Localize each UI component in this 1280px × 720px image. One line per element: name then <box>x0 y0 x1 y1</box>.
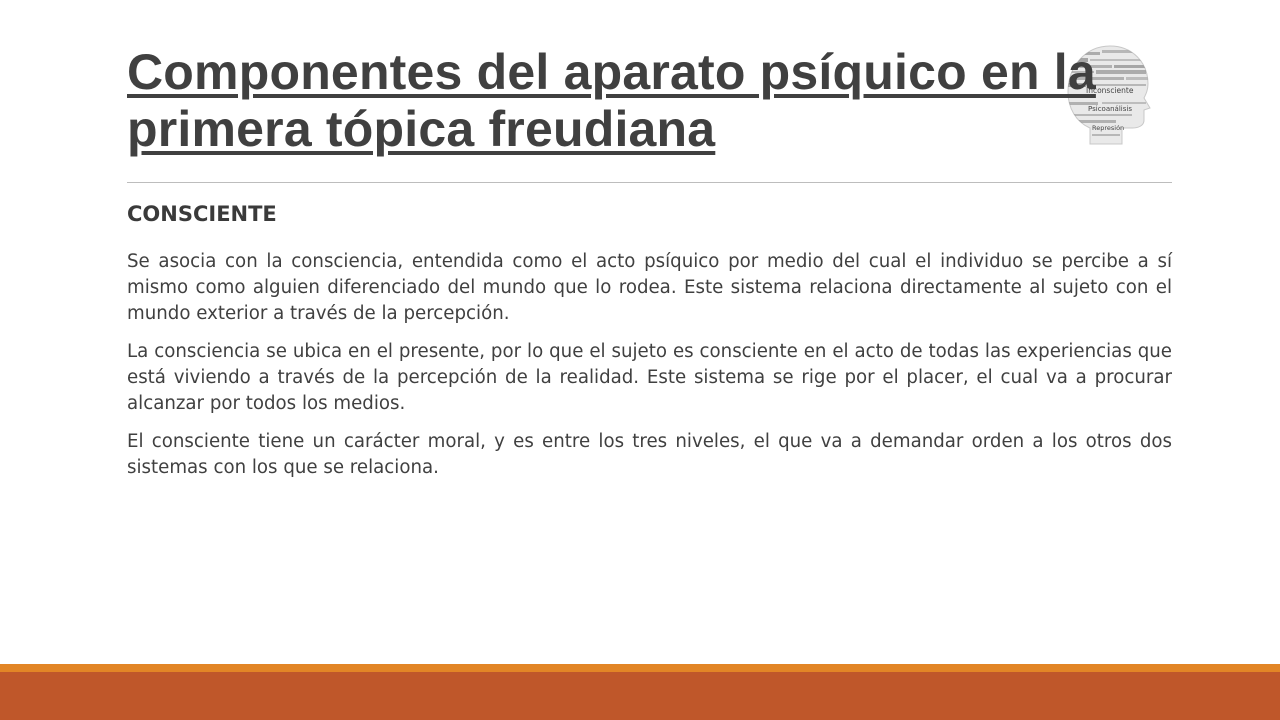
slide-title: Componentes del aparato psíquico en la primera tópica freudiana <box>127 44 1096 157</box>
title-area <box>127 44 1157 158</box>
title-divider <box>127 182 1172 183</box>
paragraph-2: La consciencia se ubica en el presente, por lo que el sujeto es consciente en el acto de todas las experiencias que está viviendo a través de la percepción de la realidad. Este sistema se rige por el placer, el cual va a procurar alcanzar por todos los medios. <box>127 341 1172 414</box>
section-heading: CONSCIENTE <box>127 202 277 226</box>
logo-word: Psicoanálisis <box>1088 105 1132 113</box>
logo-word: Inconsciente <box>1086 86 1134 95</box>
paragraph-1: Se asocia con la consciencia, entendida como el acto psíquico por medio del cual el individuo se percibe a sí mismo como alguien diferenciado del mundo que lo rodea. Este sistema relaciona directamente al sujeto con el mundo exterior a través de la percepción. <box>127 251 1172 324</box>
slide-content <box>127 199 1172 493</box>
footer-accent-bar <box>0 664 1280 672</box>
footer-bar <box>0 672 1280 720</box>
logo-word: Represión <box>1092 124 1125 132</box>
paragraph-3: El consciente tiene un carácter moral, y es entre los tres niveles, el que va a demandar orden a los otros dos sistemas con los que se relaciona. <box>127 431 1172 478</box>
